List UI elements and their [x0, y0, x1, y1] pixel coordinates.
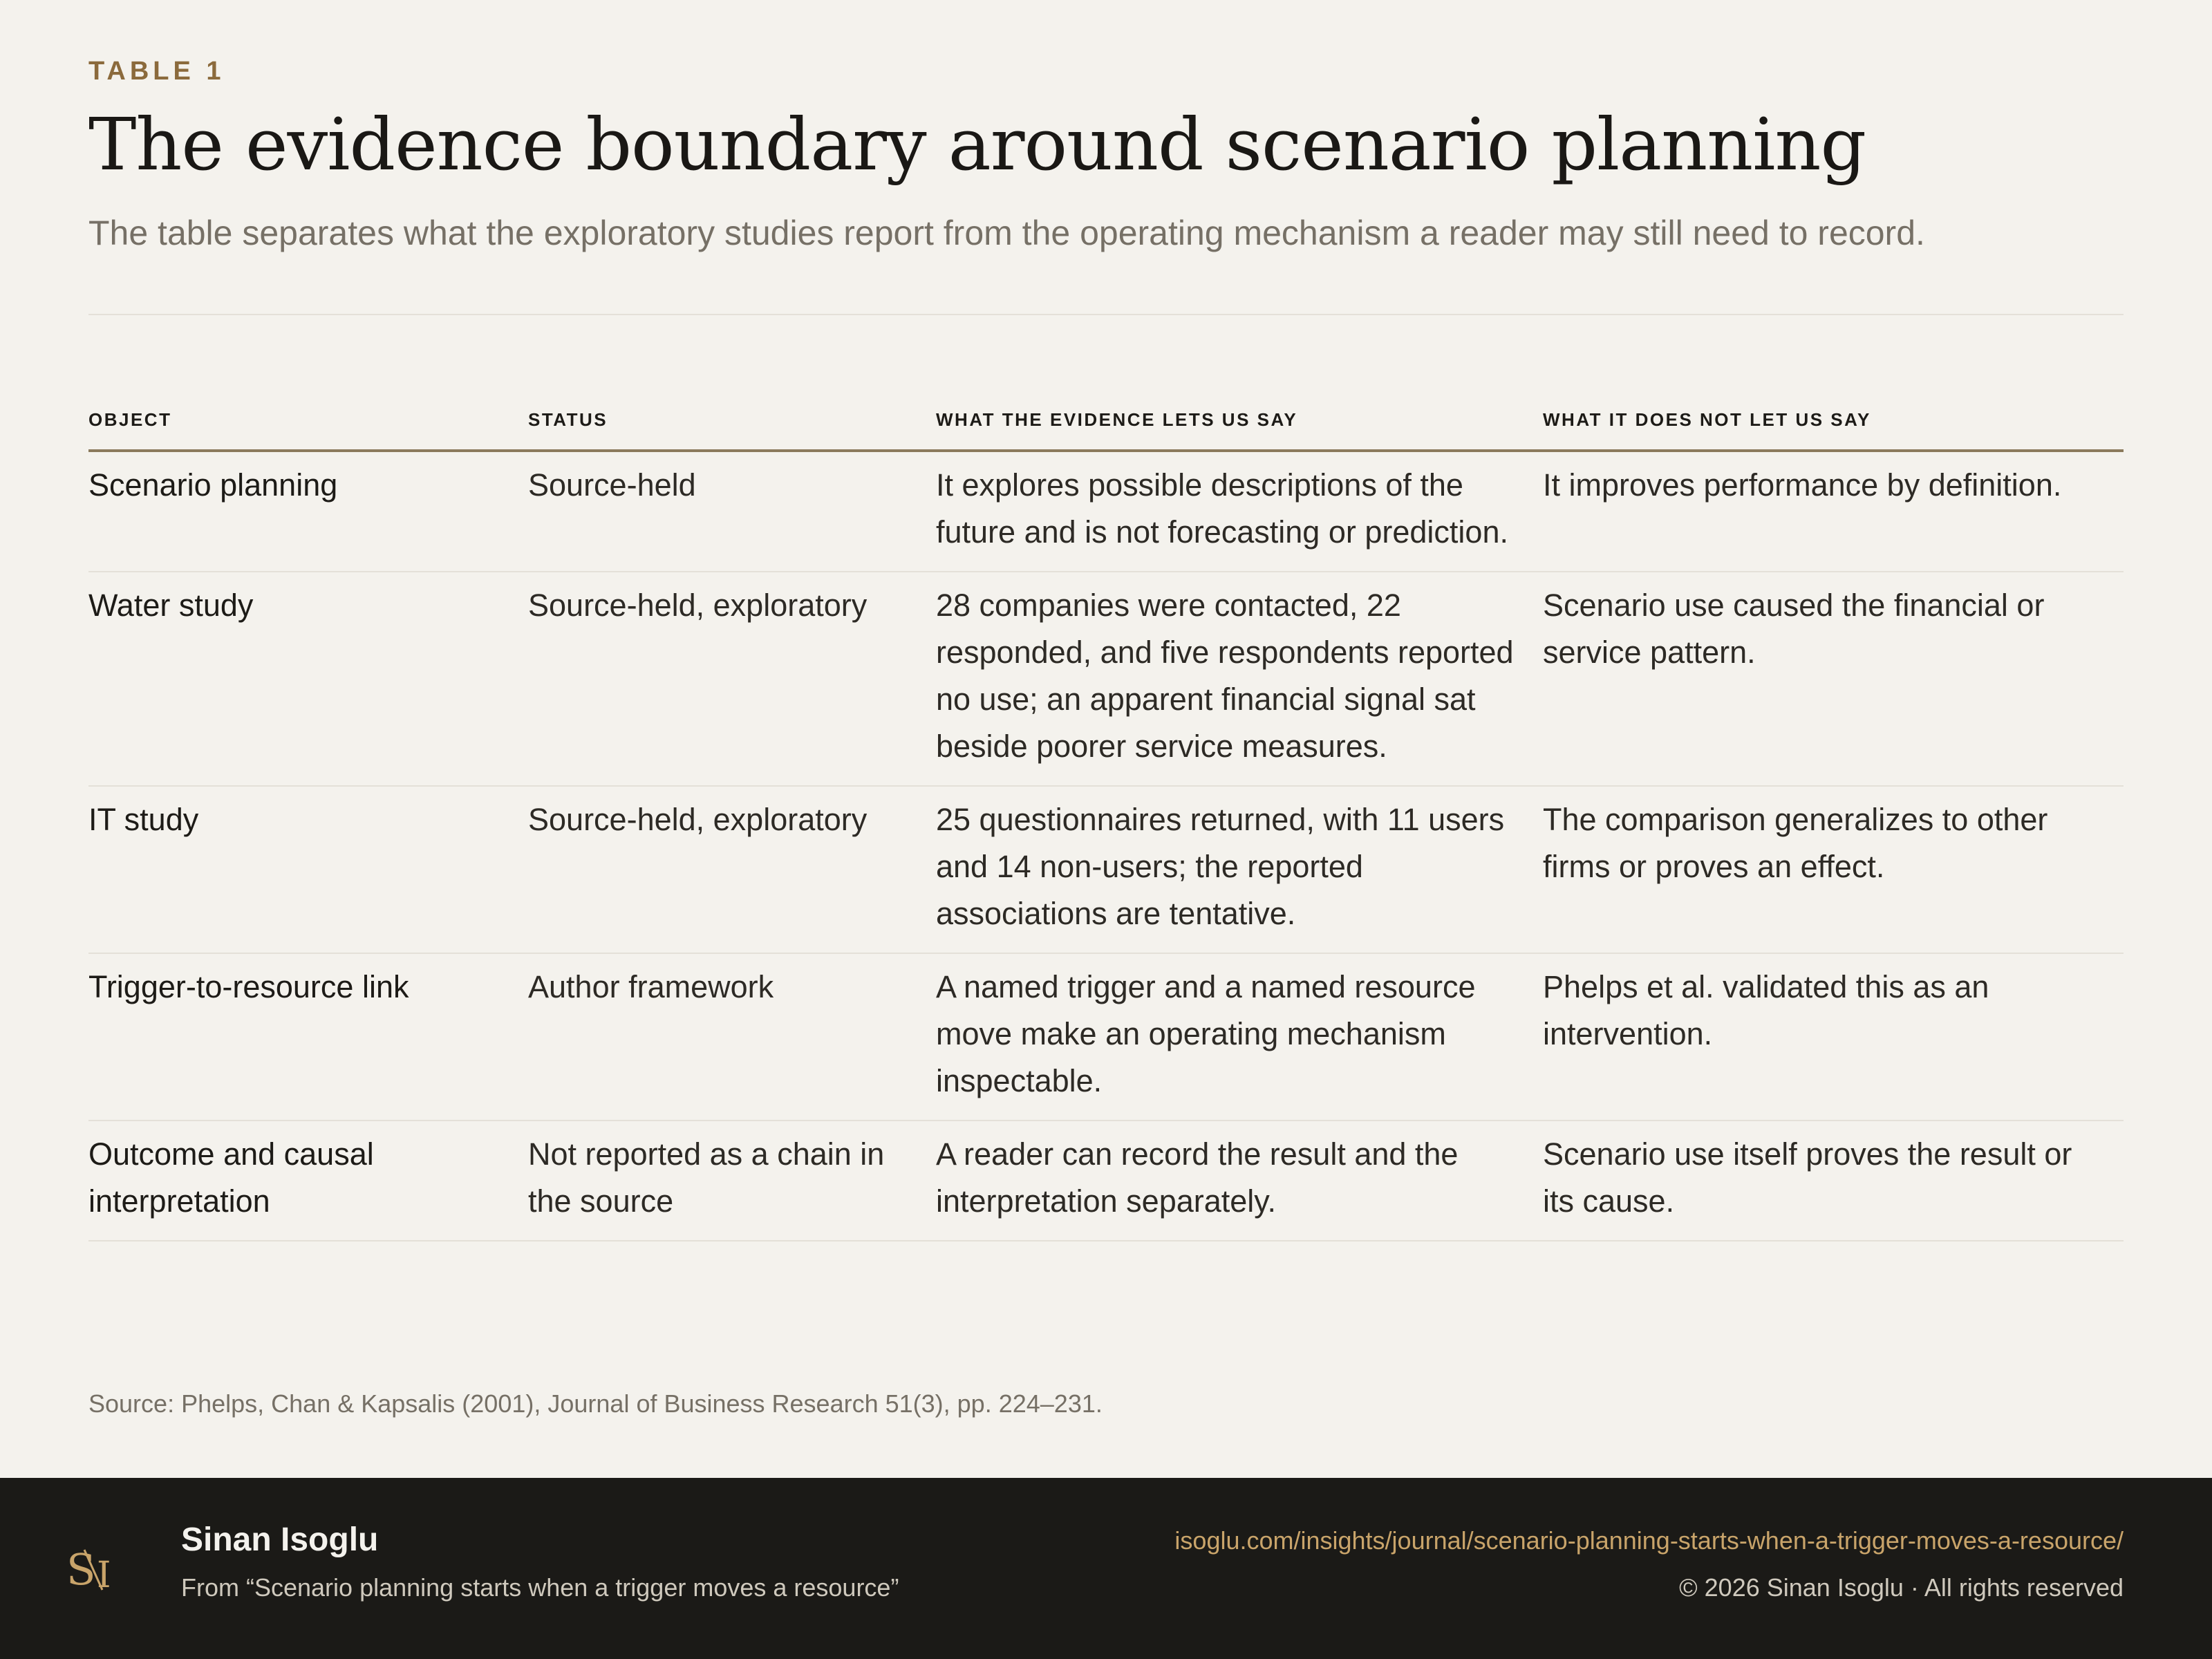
cell-not-evidence: Phelps et al. validated this as an intervention. [1543, 969, 1989, 1051]
copyright-notice: © 2026 Sinan Isoglu · All rights reserved [1679, 1573, 2124, 1602]
cell-object: Trigger-to-resource link [88, 969, 409, 1004]
header-divider [88, 314, 2124, 315]
column-header-not-evidence: WHAT IT DOES NOT LET US SAY [1543, 409, 1871, 430]
cell-status: Author framework [528, 969, 774, 1004]
table-row [88, 787, 2124, 954]
table-header [88, 406, 2124, 452]
table-row [88, 452, 2124, 572]
cell-status: Source-held, exploratory [528, 588, 868, 623]
page-title: The evidence boundary around scenario planning [88, 102, 1866, 187]
si-monogram-logo-icon [64, 1541, 119, 1597]
cell-evidence: A named trigger and a named resource move make an operating mechanism inspectable. [936, 969, 1476, 1098]
table-label: TABLE 1 [88, 57, 225, 86]
table-row [88, 954, 2124, 1121]
table-row [88, 572, 2124, 787]
evidence-table [88, 406, 2124, 1241]
svg-text:S: S [66, 1544, 96, 1595]
cell-not-evidence: Scenario use itself proves the result or its cause. [1543, 1136, 2072, 1219]
page-subtitle: The table separates what the exploratory studies report from the operating mechanism a reader may still need to record. [88, 214, 1925, 252]
cell-evidence: 25 questionnaires returned, with 11 users and 14 non-users; the reported associations are tentative. [936, 802, 1505, 931]
table-row [88, 1121, 2124, 1241]
cell-object: Scenario planning [88, 467, 338, 503]
cell-evidence: A reader can record the result and the interpretation separately. [936, 1136, 1459, 1219]
source-citation: Source: Phelps, Chan & Kapsalis (2001), Journal of Business Research 51(3), pp. 224–231. [88, 1389, 1103, 1418]
cell-object: Outcome and causal interpretation [88, 1136, 374, 1219]
cell-status: Source-held [528, 467, 696, 503]
cell-evidence: It explores possible descriptions of the future and is not forecasting or prediction. [936, 467, 1508, 550]
article-reference: From “Scenario planning starts when a trigger moves a resource” [181, 1573, 899, 1602]
svg-text:I: I [97, 1555, 111, 1596]
footer [0, 1478, 2212, 1659]
cell-status: Not reported as a chain in the source [528, 1136, 885, 1219]
author-name: Sinan Isoglu [181, 1521, 379, 1558]
column-header-object: OBJECT [88, 409, 172, 430]
article-link[interactable]: isoglu.com/insights/journal/scenario-planning-starts-when-a-trigger-moves-a-resource/ [1174, 1526, 2124, 1555]
cell-object: Water study [88, 588, 254, 623]
column-header-status: STATUS [528, 409, 608, 430]
cell-status: Source-held, exploratory [528, 802, 868, 837]
cell-not-evidence: It improves performance by definition. [1543, 467, 2062, 503]
column-header-evidence: WHAT THE EVIDENCE LETS US SAY [936, 409, 1298, 430]
cell-object: IT study [88, 802, 199, 837]
cell-not-evidence: The comparison generalizes to other firms or proves an effect. [1543, 802, 2048, 884]
cell-evidence: 28 companies were contacted, 22 responded, and five respondents reported no use; an apparent financial signal sat beside poorer service measures. [936, 588, 1514, 764]
cell-not-evidence: Scenario use caused the financial or service pattern. [1543, 588, 2045, 670]
